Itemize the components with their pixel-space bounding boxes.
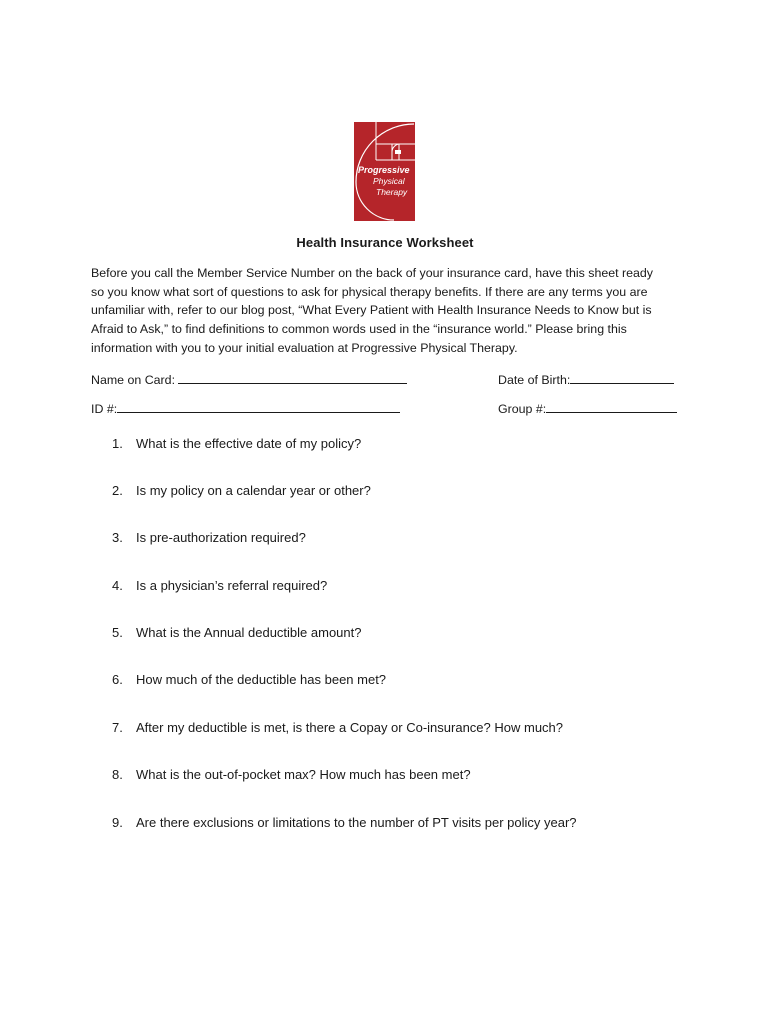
question-text: How much of the deductible has been met? [136, 672, 387, 687]
logo-text-line2: Physical [373, 176, 405, 186]
question-number: 3. [112, 530, 123, 545]
question-text: Are there exclusions or limitations to the number of PT visits per policy year? [136, 815, 577, 830]
group-input[interactable] [546, 399, 677, 413]
question-number: 7. [112, 720, 123, 735]
group-label: Group #: [498, 402, 547, 416]
question-item [112, 483, 371, 498]
intro-line: so you know what sort of questions to ask for physical therapy benefits. If there are any terms you are [91, 284, 648, 299]
date-of-birth-input[interactable] [570, 370, 674, 384]
logo-figure-icon [395, 150, 401, 154]
question-number: 8. [112, 767, 123, 782]
logo-graphic [354, 122, 415, 221]
question-text: Is a physician’s referral required? [136, 578, 328, 593]
question-item [112, 815, 577, 830]
question-number: 9. [112, 815, 123, 830]
intro-paragraph [91, 264, 691, 358]
name-on-card-label: Name on Card: [91, 373, 179, 387]
intro-line: information with you to your initial evaluation at Progressive Physical Therapy. [91, 340, 518, 355]
question-item [112, 530, 306, 545]
logo-text-line3: Therapy [376, 187, 408, 197]
question-item [112, 767, 471, 782]
question-item [112, 672, 386, 687]
question-number: 1. [112, 436, 123, 451]
question-number: 5. [112, 625, 123, 640]
group-field [498, 399, 677, 416]
question-number: 4. [112, 578, 123, 593]
progressive-pt-logo [354, 122, 415, 221]
name-on-card-field [91, 370, 407, 387]
question-text: Is my policy on a calendar year or other? [136, 483, 371, 498]
id-input[interactable] [117, 399, 400, 413]
question-item [112, 578, 327, 593]
intro-line: Before you call the Member Service Number on the back of your insurance card, have this sheet ready [91, 266, 653, 280]
question-item [112, 625, 361, 640]
id-field [91, 399, 400, 416]
name-on-card-input[interactable] [178, 370, 407, 384]
intro-line: Afraid to Ask,” to find definitions to common words used in the “insurance world.” Please bring this [91, 322, 627, 337]
question-text: After my deductible is met, is there a Copay or Co-insurance? How much? [136, 720, 564, 735]
question-item [112, 720, 563, 735]
intro-line: unfamiliar with, refer to our blog post, “What Every Patient with Health Insurance Needs to Know but is [91, 303, 652, 318]
question-text: What is the Annual deductible amount? [136, 625, 362, 640]
question-text: Is pre-authorization required? [136, 530, 306, 545]
question-number: 2. [112, 483, 123, 498]
logo-text-line1: Progressive [358, 165, 410, 175]
question-number: 6. [112, 672, 123, 687]
page-title: Health Insurance Worksheet [296, 235, 474, 250]
date-of-birth-field [498, 370, 674, 387]
question-text: What is the effective date of my policy? [136, 436, 362, 451]
question-text: What is the out-of-pocket max? How much has been met? [136, 767, 471, 782]
question-item [112, 436, 361, 451]
id-label: ID #: [91, 402, 118, 416]
date-of-birth-label: Date of Birth: [498, 373, 571, 387]
